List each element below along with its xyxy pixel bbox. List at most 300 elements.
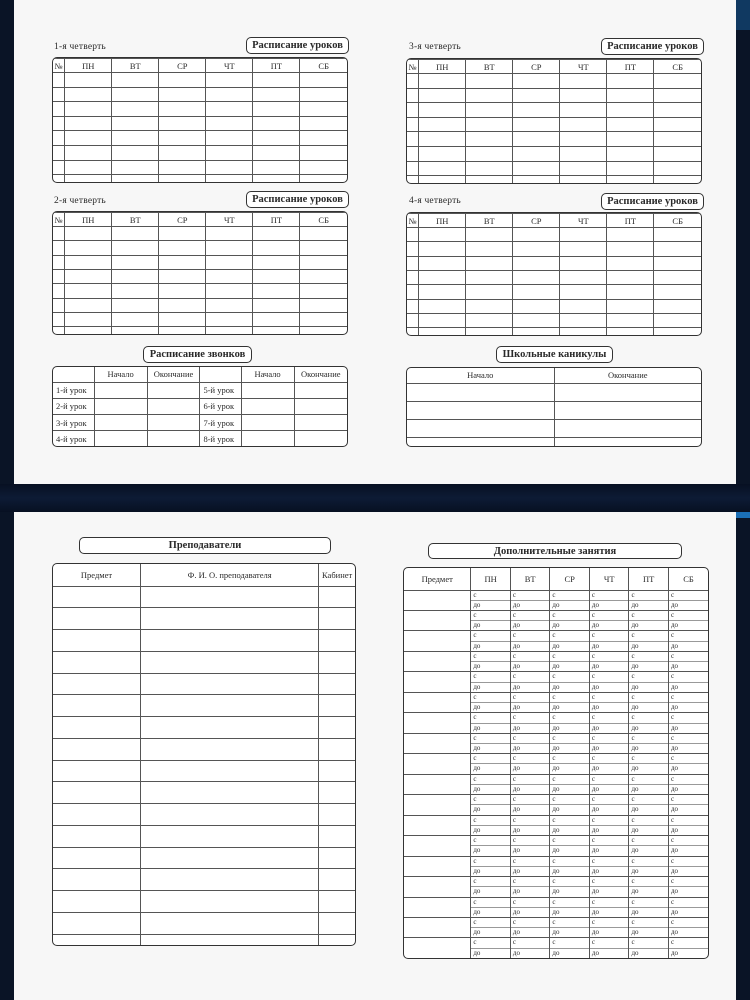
teacher-subject-cell[interactable] <box>53 586 141 608</box>
extra-time-cell[interactable] <box>550 590 590 610</box>
bell-start-cell[interactable] <box>94 415 147 431</box>
schedule-cell[interactable] <box>419 285 466 299</box>
extra-time-cell[interactable] <box>510 897 550 917</box>
extra-time-cell[interactable] <box>629 938 669 958</box>
teacher-room-cell[interactable] <box>319 869 355 891</box>
schedule-cell[interactable] <box>65 102 112 117</box>
teacher-room-cell[interactable] <box>319 651 355 673</box>
extra-time-cell[interactable] <box>471 877 511 897</box>
teacher-name-cell[interactable] <box>141 825 319 847</box>
schedule-cell[interactable] <box>654 74 701 89</box>
teacher-name-cell[interactable] <box>141 934 319 945</box>
schedule-cell[interactable] <box>407 176 419 183</box>
schedule-cell[interactable] <box>560 270 607 284</box>
schedule-cell[interactable] <box>560 285 607 299</box>
extra-time-cell[interactable] <box>510 692 550 712</box>
schedule-cell[interactable] <box>466 74 513 89</box>
schedule-cell[interactable] <box>300 298 347 312</box>
extra-subject-cell[interactable] <box>404 918 471 938</box>
schedule-cell[interactable] <box>513 88 560 103</box>
holiday-start-cell[interactable] <box>407 419 554 437</box>
extra-time-cell[interactable] <box>629 713 669 733</box>
schedule-cell[interactable] <box>466 242 513 256</box>
teacher-name-cell[interactable] <box>141 869 319 891</box>
extra-time-cell[interactable] <box>471 897 511 917</box>
extra-time-cell[interactable] <box>668 836 708 856</box>
extra-time-cell[interactable] <box>471 754 511 774</box>
extra-time-cell[interactable] <box>510 610 550 630</box>
extra-time-cell[interactable] <box>668 631 708 651</box>
schedule-cell[interactable] <box>513 146 560 161</box>
schedule-cell[interactable] <box>65 327 112 334</box>
extra-subject-cell[interactable] <box>404 631 471 651</box>
schedule-cell[interactable] <box>407 74 419 89</box>
schedule-cell[interactable] <box>654 313 701 327</box>
schedule-cell[interactable] <box>607 117 654 132</box>
schedule-cell[interactable] <box>159 116 206 131</box>
teacher-room-cell[interactable] <box>319 804 355 826</box>
schedule-cell[interactable] <box>53 102 65 117</box>
schedule-cell[interactable] <box>159 298 206 312</box>
extra-subject-cell[interactable] <box>404 815 471 835</box>
schedule-cell[interactable] <box>159 312 206 326</box>
schedule-cell[interactable] <box>560 132 607 147</box>
schedule-cell[interactable] <box>65 269 112 283</box>
schedule-cell[interactable] <box>159 255 206 269</box>
extra-time-cell[interactable] <box>629 795 669 815</box>
teacher-subject-cell[interactable] <box>53 738 141 760</box>
teacher-room-cell[interactable] <box>319 673 355 695</box>
schedule-cell[interactable] <box>654 285 701 299</box>
extra-time-cell[interactable] <box>550 610 590 630</box>
extra-time-cell[interactable] <box>589 692 629 712</box>
extra-time-cell[interactable] <box>550 918 590 938</box>
schedule-cell[interactable] <box>466 256 513 270</box>
teacher-room-cell[interactable] <box>319 586 355 608</box>
extra-time-cell[interactable] <box>589 836 629 856</box>
extra-time-cell[interactable] <box>668 672 708 692</box>
extra-subject-cell[interactable] <box>404 590 471 610</box>
teacher-subject-cell[interactable] <box>53 869 141 891</box>
teacher-subject-cell[interactable] <box>53 825 141 847</box>
holiday-end-cell[interactable] <box>554 419 701 437</box>
schedule-cell[interactable] <box>159 284 206 298</box>
extra-time-cell[interactable] <box>629 672 669 692</box>
schedule-cell[interactable] <box>159 145 206 160</box>
schedule-cell[interactable] <box>466 88 513 103</box>
extra-time-cell[interactable] <box>510 631 550 651</box>
schedule-cell[interactable] <box>53 175 65 182</box>
schedule-cell[interactable] <box>53 73 65 88</box>
schedule-cell[interactable] <box>513 242 560 256</box>
schedule-cell[interactable] <box>407 88 419 103</box>
extra-time-cell[interactable] <box>629 692 669 712</box>
schedule-cell[interactable] <box>253 255 300 269</box>
holiday-start-cell[interactable] <box>407 437 554 446</box>
schedule-cell[interactable] <box>65 241 112 255</box>
schedule-cell[interactable] <box>112 160 159 175</box>
schedule-cell[interactable] <box>53 131 65 146</box>
schedule-cell[interactable] <box>206 327 253 334</box>
schedule-cell[interactable] <box>607 228 654 242</box>
schedule-cell[interactable] <box>513 256 560 270</box>
schedule-cell[interactable] <box>654 103 701 118</box>
schedule-cell[interactable] <box>407 256 419 270</box>
schedule-cell[interactable] <box>607 299 654 313</box>
schedule-cell[interactable] <box>53 284 65 298</box>
schedule-cell[interactable] <box>53 227 65 241</box>
extra-time-cell[interactable] <box>550 938 590 958</box>
schedule-cell[interactable] <box>53 327 65 334</box>
teacher-subject-cell[interactable] <box>53 912 141 934</box>
schedule-cell[interactable] <box>466 285 513 299</box>
schedule-cell[interactable] <box>300 284 347 298</box>
extra-time-cell[interactable] <box>668 610 708 630</box>
schedule-cell[interactable] <box>466 103 513 118</box>
schedule-cell[interactable] <box>419 132 466 147</box>
schedule-cell[interactable] <box>513 313 560 327</box>
schedule-cell[interactable] <box>159 131 206 146</box>
schedule-cell[interactable] <box>159 269 206 283</box>
schedule-cell[interactable] <box>206 255 253 269</box>
schedule-cell[interactable] <box>206 227 253 241</box>
schedule-cell[interactable] <box>112 298 159 312</box>
schedule-cell[interactable] <box>112 102 159 117</box>
schedule-cell[interactable] <box>65 145 112 160</box>
extra-time-cell[interactable] <box>589 856 629 876</box>
teacher-name-cell[interactable] <box>141 782 319 804</box>
schedule-cell[interactable] <box>159 102 206 117</box>
extra-time-cell[interactable] <box>510 815 550 835</box>
schedule-cell[interactable] <box>607 242 654 256</box>
schedule-cell[interactable] <box>53 145 65 160</box>
schedule-cell[interactable] <box>206 145 253 160</box>
extra-time-cell[interactable] <box>589 733 629 753</box>
teacher-name-cell[interactable] <box>141 630 319 652</box>
schedule-cell[interactable] <box>419 270 466 284</box>
schedule-cell[interactable] <box>407 270 419 284</box>
schedule-cell[interactable] <box>654 256 701 270</box>
schedule-cell[interactable] <box>206 284 253 298</box>
schedule-cell[interactable] <box>206 241 253 255</box>
schedule-cell[interactable] <box>560 146 607 161</box>
schedule-cell[interactable] <box>53 312 65 326</box>
extra-time-cell[interactable] <box>510 836 550 856</box>
schedule-cell[interactable] <box>300 73 347 88</box>
extra-time-cell[interactable] <box>668 590 708 610</box>
schedule-cell[interactable] <box>253 284 300 298</box>
schedule-cell[interactable] <box>300 160 347 175</box>
schedule-cell[interactable] <box>419 328 466 335</box>
bell-start-cell[interactable] <box>241 398 294 414</box>
extra-time-cell[interactable] <box>550 877 590 897</box>
extra-time-cell[interactable] <box>550 692 590 712</box>
teacher-name-cell[interactable] <box>141 586 319 608</box>
schedule-cell[interactable] <box>300 87 347 102</box>
schedule-cell[interactable] <box>654 242 701 256</box>
teacher-room-cell[interactable] <box>319 608 355 630</box>
extra-time-cell[interactable] <box>471 610 511 630</box>
extra-time-cell[interactable] <box>668 774 708 794</box>
schedule-cell[interactable] <box>253 87 300 102</box>
schedule-cell[interactable] <box>65 87 112 102</box>
schedule-cell[interactable] <box>419 256 466 270</box>
schedule-cell[interactable] <box>253 73 300 88</box>
schedule-cell[interactable] <box>407 299 419 313</box>
extra-subject-cell[interactable] <box>404 692 471 712</box>
schedule-cell[interactable] <box>112 227 159 241</box>
schedule-cell[interactable] <box>65 73 112 88</box>
holiday-start-cell[interactable] <box>407 383 554 401</box>
schedule-cell[interactable] <box>513 328 560 335</box>
schedule-cell[interactable] <box>466 132 513 147</box>
schedule-cell[interactable] <box>300 227 347 241</box>
bell-end-cell[interactable] <box>294 382 347 398</box>
schedule-cell[interactable] <box>654 328 701 335</box>
extra-time-cell[interactable] <box>629 897 669 917</box>
schedule-cell[interactable] <box>607 132 654 147</box>
schedule-cell[interactable] <box>419 299 466 313</box>
teacher-name-cell[interactable] <box>141 673 319 695</box>
schedule-cell[interactable] <box>206 312 253 326</box>
extra-subject-cell[interactable] <box>404 610 471 630</box>
schedule-cell[interactable] <box>65 131 112 146</box>
schedule-cell[interactable] <box>253 227 300 241</box>
extra-time-cell[interactable] <box>471 856 511 876</box>
schedule-cell[interactable] <box>253 269 300 283</box>
schedule-cell[interactable] <box>300 145 347 160</box>
schedule-cell[interactable] <box>159 241 206 255</box>
schedule-cell[interactable] <box>607 328 654 335</box>
schedule-cell[interactable] <box>65 175 112 182</box>
schedule-cell[interactable] <box>253 160 300 175</box>
extra-time-cell[interactable] <box>668 938 708 958</box>
bell-start-cell[interactable] <box>94 431 147 446</box>
schedule-cell[interactable] <box>560 256 607 270</box>
extra-time-cell[interactable] <box>550 774 590 794</box>
extra-time-cell[interactable] <box>510 918 550 938</box>
schedule-cell[interactable] <box>607 103 654 118</box>
extra-time-cell[interactable] <box>510 877 550 897</box>
schedule-cell[interactable] <box>607 88 654 103</box>
bell-start-cell[interactable] <box>94 382 147 398</box>
schedule-cell[interactable] <box>159 73 206 88</box>
schedule-cell[interactable] <box>466 270 513 284</box>
extra-time-cell[interactable] <box>668 815 708 835</box>
extra-subject-cell[interactable] <box>404 672 471 692</box>
schedule-cell[interactable] <box>300 116 347 131</box>
schedule-cell[interactable] <box>560 161 607 176</box>
extra-time-cell[interactable] <box>629 590 669 610</box>
teacher-name-cell[interactable] <box>141 608 319 630</box>
extra-time-cell[interactable] <box>668 651 708 671</box>
teacher-room-cell[interactable] <box>319 738 355 760</box>
schedule-cell[interactable] <box>419 146 466 161</box>
extra-time-cell[interactable] <box>589 918 629 938</box>
schedule-cell[interactable] <box>112 145 159 160</box>
schedule-cell[interactable] <box>300 255 347 269</box>
extra-time-cell[interactable] <box>550 795 590 815</box>
schedule-cell[interactable] <box>53 298 65 312</box>
teacher-name-cell[interactable] <box>141 738 319 760</box>
schedule-cell[interactable] <box>53 255 65 269</box>
extra-time-cell[interactable] <box>589 877 629 897</box>
extra-time-cell[interactable] <box>629 631 669 651</box>
schedule-cell[interactable] <box>253 102 300 117</box>
teacher-subject-cell[interactable] <box>53 782 141 804</box>
schedule-cell[interactable] <box>159 327 206 334</box>
schedule-cell[interactable] <box>466 228 513 242</box>
schedule-cell[interactable] <box>112 175 159 182</box>
extra-time-cell[interactable] <box>550 631 590 651</box>
extra-time-cell[interactable] <box>589 672 629 692</box>
teacher-subject-cell[interactable] <box>53 891 141 913</box>
bell-end-cell[interactable] <box>294 398 347 414</box>
holiday-end-cell[interactable] <box>554 401 701 419</box>
extra-time-cell[interactable] <box>589 651 629 671</box>
schedule-cell[interactable] <box>407 132 419 147</box>
extra-time-cell[interactable] <box>510 754 550 774</box>
schedule-cell[interactable] <box>407 117 419 132</box>
schedule-cell[interactable] <box>112 312 159 326</box>
extra-time-cell[interactable] <box>550 836 590 856</box>
extra-time-cell[interactable] <box>550 713 590 733</box>
schedule-cell[interactable] <box>654 146 701 161</box>
teacher-subject-cell[interactable] <box>53 608 141 630</box>
extra-subject-cell[interactable] <box>404 754 471 774</box>
schedule-cell[interactable] <box>112 284 159 298</box>
schedule-cell[interactable] <box>206 298 253 312</box>
schedule-cell[interactable] <box>607 74 654 89</box>
extra-subject-cell[interactable] <box>404 938 471 958</box>
schedule-cell[interactable] <box>53 241 65 255</box>
bell-end-cell[interactable] <box>147 398 200 414</box>
schedule-cell[interactable] <box>419 313 466 327</box>
schedule-cell[interactable] <box>654 299 701 313</box>
schedule-cell[interactable] <box>407 161 419 176</box>
extra-time-cell[interactable] <box>550 815 590 835</box>
extra-time-cell[interactable] <box>471 713 511 733</box>
extra-time-cell[interactable] <box>471 815 511 835</box>
schedule-cell[interactable] <box>407 146 419 161</box>
extra-time-cell[interactable] <box>471 774 511 794</box>
schedule-cell[interactable] <box>407 328 419 335</box>
schedule-cell[interactable] <box>159 160 206 175</box>
schedule-cell[interactable] <box>65 284 112 298</box>
extra-time-cell[interactable] <box>629 856 669 876</box>
schedule-cell[interactable] <box>466 117 513 132</box>
extra-time-cell[interactable] <box>471 651 511 671</box>
teacher-room-cell[interactable] <box>319 934 355 945</box>
extra-time-cell[interactable] <box>510 713 550 733</box>
schedule-cell[interactable] <box>560 103 607 118</box>
schedule-cell[interactable] <box>607 256 654 270</box>
extra-time-cell[interactable] <box>668 692 708 712</box>
extra-time-cell[interactable] <box>471 938 511 958</box>
extra-time-cell[interactable] <box>589 938 629 958</box>
bell-end-cell[interactable] <box>294 415 347 431</box>
extra-time-cell[interactable] <box>668 877 708 897</box>
teacher-subject-cell[interactable] <box>53 717 141 739</box>
schedule-cell[interactable] <box>253 327 300 334</box>
extra-time-cell[interactable] <box>510 733 550 753</box>
schedule-cell[interactable] <box>65 298 112 312</box>
extra-time-cell[interactable] <box>589 631 629 651</box>
schedule-cell[interactable] <box>112 255 159 269</box>
extra-time-cell[interactable] <box>550 856 590 876</box>
extra-time-cell[interactable] <box>471 692 511 712</box>
schedule-cell[interactable] <box>53 160 65 175</box>
schedule-cell[interactable] <box>112 269 159 283</box>
extra-time-cell[interactable] <box>668 713 708 733</box>
schedule-cell[interactable] <box>419 242 466 256</box>
schedule-cell[interactable] <box>253 298 300 312</box>
extra-time-cell[interactable] <box>550 651 590 671</box>
schedule-cell[interactable] <box>654 228 701 242</box>
schedule-cell[interactable] <box>300 327 347 334</box>
schedule-cell[interactable] <box>65 312 112 326</box>
schedule-cell[interactable] <box>206 73 253 88</box>
schedule-cell[interactable] <box>560 74 607 89</box>
schedule-cell[interactable] <box>159 227 206 241</box>
schedule-cell[interactable] <box>513 176 560 183</box>
extra-subject-cell[interactable] <box>404 733 471 753</box>
extra-time-cell[interactable] <box>510 774 550 794</box>
extra-time-cell[interactable] <box>471 733 511 753</box>
extra-time-cell[interactable] <box>629 610 669 630</box>
schedule-cell[interactable] <box>560 299 607 313</box>
schedule-cell[interactable] <box>419 74 466 89</box>
bell-end-cell[interactable] <box>147 431 200 446</box>
schedule-cell[interactable] <box>513 103 560 118</box>
schedule-cell[interactable] <box>112 87 159 102</box>
schedule-cell[interactable] <box>466 146 513 161</box>
schedule-cell[interactable] <box>607 146 654 161</box>
schedule-cell[interactable] <box>253 241 300 255</box>
schedule-cell[interactable] <box>300 131 347 146</box>
schedule-cell[interactable] <box>654 176 701 183</box>
extra-subject-cell[interactable] <box>404 836 471 856</box>
schedule-cell[interactable] <box>206 87 253 102</box>
teacher-room-cell[interactable] <box>319 912 355 934</box>
schedule-cell[interactable] <box>607 285 654 299</box>
schedule-cell[interactable] <box>206 269 253 283</box>
schedule-cell[interactable] <box>300 269 347 283</box>
extra-time-cell[interactable] <box>629 774 669 794</box>
schedule-cell[interactable] <box>419 176 466 183</box>
schedule-cell[interactable] <box>159 87 206 102</box>
schedule-cell[interactable] <box>253 175 300 182</box>
extra-subject-cell[interactable] <box>404 651 471 671</box>
teacher-subject-cell[interactable] <box>53 695 141 717</box>
bell-end-cell[interactable] <box>147 382 200 398</box>
schedule-cell[interactable] <box>654 88 701 103</box>
schedule-cell[interactable] <box>419 228 466 242</box>
teacher-room-cell[interactable] <box>319 847 355 869</box>
schedule-cell[interactable] <box>112 327 159 334</box>
schedule-cell[interactable] <box>419 161 466 176</box>
schedule-cell[interactable] <box>112 73 159 88</box>
teacher-room-cell[interactable] <box>319 825 355 847</box>
extra-time-cell[interactable] <box>550 672 590 692</box>
teacher-subject-cell[interactable] <box>53 847 141 869</box>
schedule-cell[interactable] <box>253 131 300 146</box>
extra-time-cell[interactable] <box>510 651 550 671</box>
schedule-cell[interactable] <box>300 102 347 117</box>
schedule-cell[interactable] <box>65 255 112 269</box>
extra-time-cell[interactable] <box>550 733 590 753</box>
extra-time-cell[interactable] <box>629 836 669 856</box>
